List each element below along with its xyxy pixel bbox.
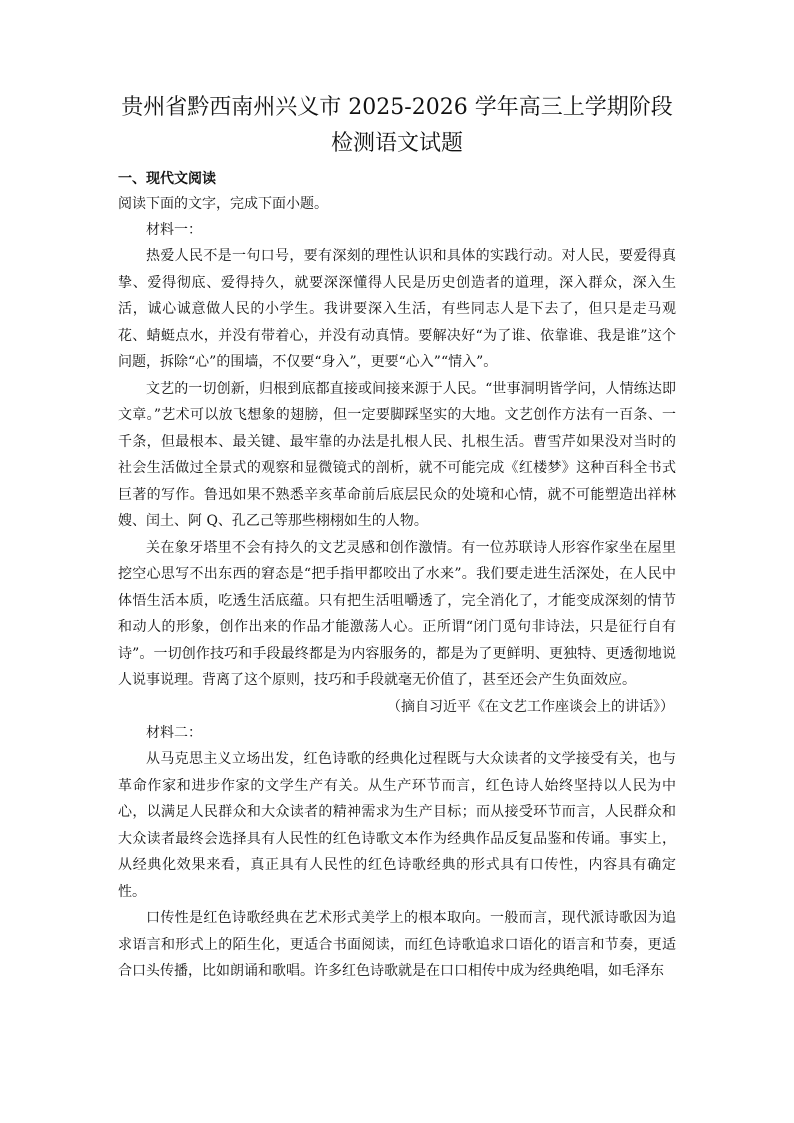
material-2-label: 材料二： — [146, 725, 202, 741]
reading-instruction: 阅读下面的文字，完成下面小题。 — [118, 196, 328, 212]
document-title-line-2: 检测语文试题 — [330, 130, 463, 156]
material-1-paragraph-3: 关在象牙塔里不会有持久的文艺灵感和创作激情。有一位苏联诗人形容作家坐在屋里挖空心思写不出东西的窘态是“把手指甲都咬出了水来”。我们要走进生活深处，在人民中体悟生活本质，吃透生活底蕴。只有把生活咀嚼透了，完全消化了，才能变成深刻的情节和动人的形象，创作出来的作品才能激荡人心。正所谓“闭门觅句非诗法，只是征行自有诗”。一切创作技巧和手段最终都是为内容服务的，都是为了更鲜明、更独特、更透彻地说人说事说理。背离了这个原则，技巧和手段就毫无价值了，甚至还会产生负面效应。 — [118, 539, 676, 688]
material-1-label: 材料一： — [146, 222, 202, 238]
material-2-paragraph-2: 口传性是红色诗歌经典在艺术形式美学上的根本取向。一般而言，现代派诗歌因为追求语言和形式上的陌生化，更适合书面阅读，而红色诗歌追求口语化的语言和节奏，更适合口头传播，比如朗诵和歌唱。许多红色诗歌就是在口口相传中成为经典绝唱，如毛泽东 — [118, 910, 676, 979]
material-1-paragraph-2: 文艺的一切创新，归根到底都直接或间接来源于人民。“世事洞明皆学问，人情练达即文章。”艺术可以放飞想象的翅膀，但一定要脚踩坚实的大地。文艺创作方法有一百条、一千条，但最根本、最关键、最牢靠的办法是扎根人民、扎根生活。曹雪芹如果没对当时的社会生活做过全景式的观察和显微镜式的剖析，就不可能完成《红楼梦》这种百科全书式巨著的写作。鲁迅如果不熟悉辛亥革命前后底层民众的处境和心情，就不可能塑造出祥林嫂、闰土、阿 Q、孔乙己等那些栩栩如生的人物。 — [118, 380, 676, 529]
section-heading: 一、现代文阅读 — [118, 171, 216, 187]
material-1-source: （摘自习近平《在文艺工作座谈会上的讲话》） — [387, 698, 674, 715]
material-2-paragraph-1: 从马克思主义立场出发，红色诗歌的经典化过程既与大众读者的文学接受有关，也与革命作家和进步作家的文学生产有关。从生产环节而言，红色诗人始终坚持以人民为中心，以满足人民群众和大众读者的精神需求为生产目标；而从接受环节而言，人民群众和大众读者最终会选择具有人民性的红色诗歌文本作为经典作品反复品鉴和传诵。事实上，从经典化效果来看，真正具有人民性的红色诗歌经典的形式具有口传性，内容具有确定性。 — [118, 751, 676, 900]
document-title-line-1: 贵州省黔西南州兴义市 2025-2026 学年高三上学期阶段 — [121, 95, 673, 120]
material-1-paragraph-1: 热爱人民不是一句口号，要有深刻的理性认识和具体的实践行动。对人民，要爱得真挚、爱得彻底、爱得持久，就要深深懂得人民是历史创造者的道理，深入群众，深入生活，诚心诚意做人民的小学生。我讲要深入生活，有些同志人是下去了，但只是走马观花、蜻蜓点水，并没有带着心，并没有动真情。要解决好“为了谁、依靠谁、我是谁”这个问题，拆除“心”的围墙，不仅要“身入”，更要“心入”“情入”。 — [118, 248, 676, 370]
